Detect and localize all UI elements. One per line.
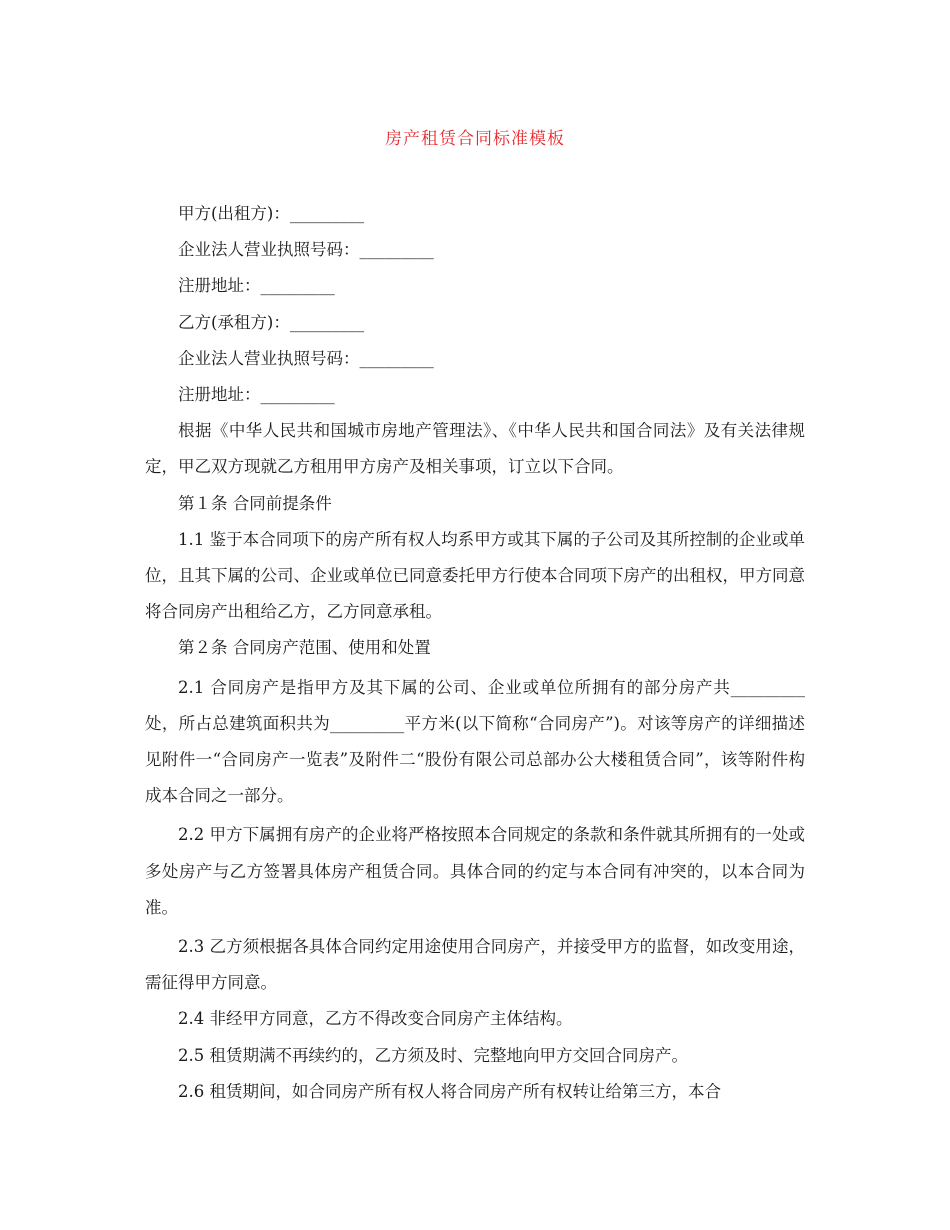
party-b-address-line: 注册地址：_________ <box>178 385 335 405</box>
party-a-address-line: 注册地址：_________ <box>178 276 335 296</box>
party-b-line: 乙方(承租方)：_________ <box>178 312 365 332</box>
party-b-license-line: 企业法人营业执照号码：_________ <box>178 348 434 368</box>
party-a-license-line: 企业法人营业执照号码：_________ <box>178 240 434 260</box>
clause-2-5: 2.5 租赁期满不再续约的，乙方须及时、完整地向甲方交回合同房产。 <box>178 1045 688 1065</box>
article-1-heading: 第１条 合同前提条件 <box>178 493 332 513</box>
clause-2-3: 2.3 乙方须根据各具体合同约定用途使用合同房产，并接受甲方的监督，如改变用途，需征得甲方同意。 <box>145 937 805 993</box>
clause-2-2: 2.2 甲方下属拥有房产的企业将严格按照本合同规定的条款和条件就其所拥有的一处或多处房产与乙方签署具体房产租赁合同。具体合同的约定与本合同有冲突的，以本合同为准。 <box>145 825 805 917</box>
clause-2-4: 2.4 非经甲方同意，乙方不得改变合同房产主体结构。 <box>178 1009 573 1029</box>
article-2-heading: 第２条 合同房产范围、使用和处置 <box>178 638 431 658</box>
document-title: 房产租赁合同标准模板 <box>385 129 565 149</box>
clause-1-1: 1.1 鉴于本合同项下的房产所有权人均系甲方或其下属的子公司及其所控制的企业或单位，且其下属的公司、企业或单位已同意委托甲方行使本合同项下房产的出租权，甲方同意将合同房产出租给乙方，乙方同意承租。 <box>145 529 805 622</box>
intro-paragraph: 根据《中华人民共和国城市房地产管理法》、《中华人民共和国合同法》及有关法律规定，甲乙双方现就乙方租用甲方房产及相关事项，订立以下合同。 <box>145 421 805 477</box>
document-body <box>145 196 805 1110</box>
clause-2-1: 2.1 合同房产是指甲方及其下属的公司、企业或单位所拥有的部分房产共_________处，所占总建筑面积共为_________平方米(以下简称“合同房产”)。对该等房产的详细描述见附件一“合同房产一览表”及附件二“股份有限公司总部办公大楼租赁合同”，该等附件构成本合同之一部分。 <box>145 677 805 806</box>
party-a-line: 甲方(出租方)：_________ <box>178 204 365 223</box>
clause-2-6: 2.6 租赁期间，如合同房产所有权人将合同房产所有权转让给第三方，本合 <box>178 1081 721 1101</box>
